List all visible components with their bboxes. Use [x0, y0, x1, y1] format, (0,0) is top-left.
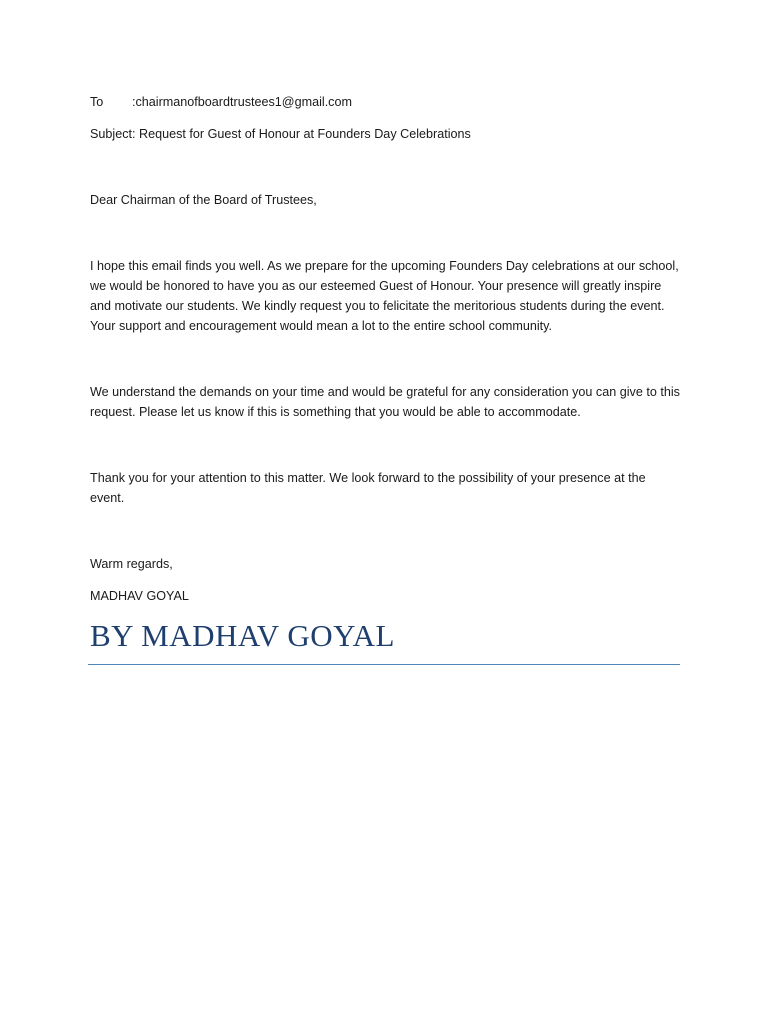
- subject-line: Subject: Request for Guest of Honour at Founders Day Celebrations: [90, 127, 471, 141]
- paragraph-request: We understand the demands on your time and would be grateful for any consideration you can give to this request. Please let us know if this is something that you would be able to accommodate.: [90, 385, 680, 419]
- to-label: To: [90, 95, 104, 109]
- to-line: [90, 92, 680, 112]
- to-address: :chairmanofboardtrustees1@gmail.com: [132, 95, 352, 109]
- signature: MADHAV GOYAL: [90, 589, 189, 603]
- closing: Warm regards,: [90, 557, 173, 571]
- paragraph-thanks: Thank you for your attention to this matter. We look forward to the possibility of your presence at the event.: [90, 471, 646, 505]
- paragraph-intro: I hope this email finds you well. As we prepare for the upcoming Founders Day celebrations at our school, we would be honored to have you as our esteemed Guest of Honour. Your presence will greatly inspire and motivate our students. We kindly request you to felicitate the meritorious students during the event. Your support and encouragement would mean a lot to the entire school community.: [90, 259, 679, 333]
- byline-title: BY MADHAV GOYAL: [90, 618, 395, 653]
- title-underline-divider: [88, 664, 680, 665]
- salutation: Dear Chairman of the Board of Trustees,: [90, 193, 317, 207]
- email-body: [90, 92, 680, 606]
